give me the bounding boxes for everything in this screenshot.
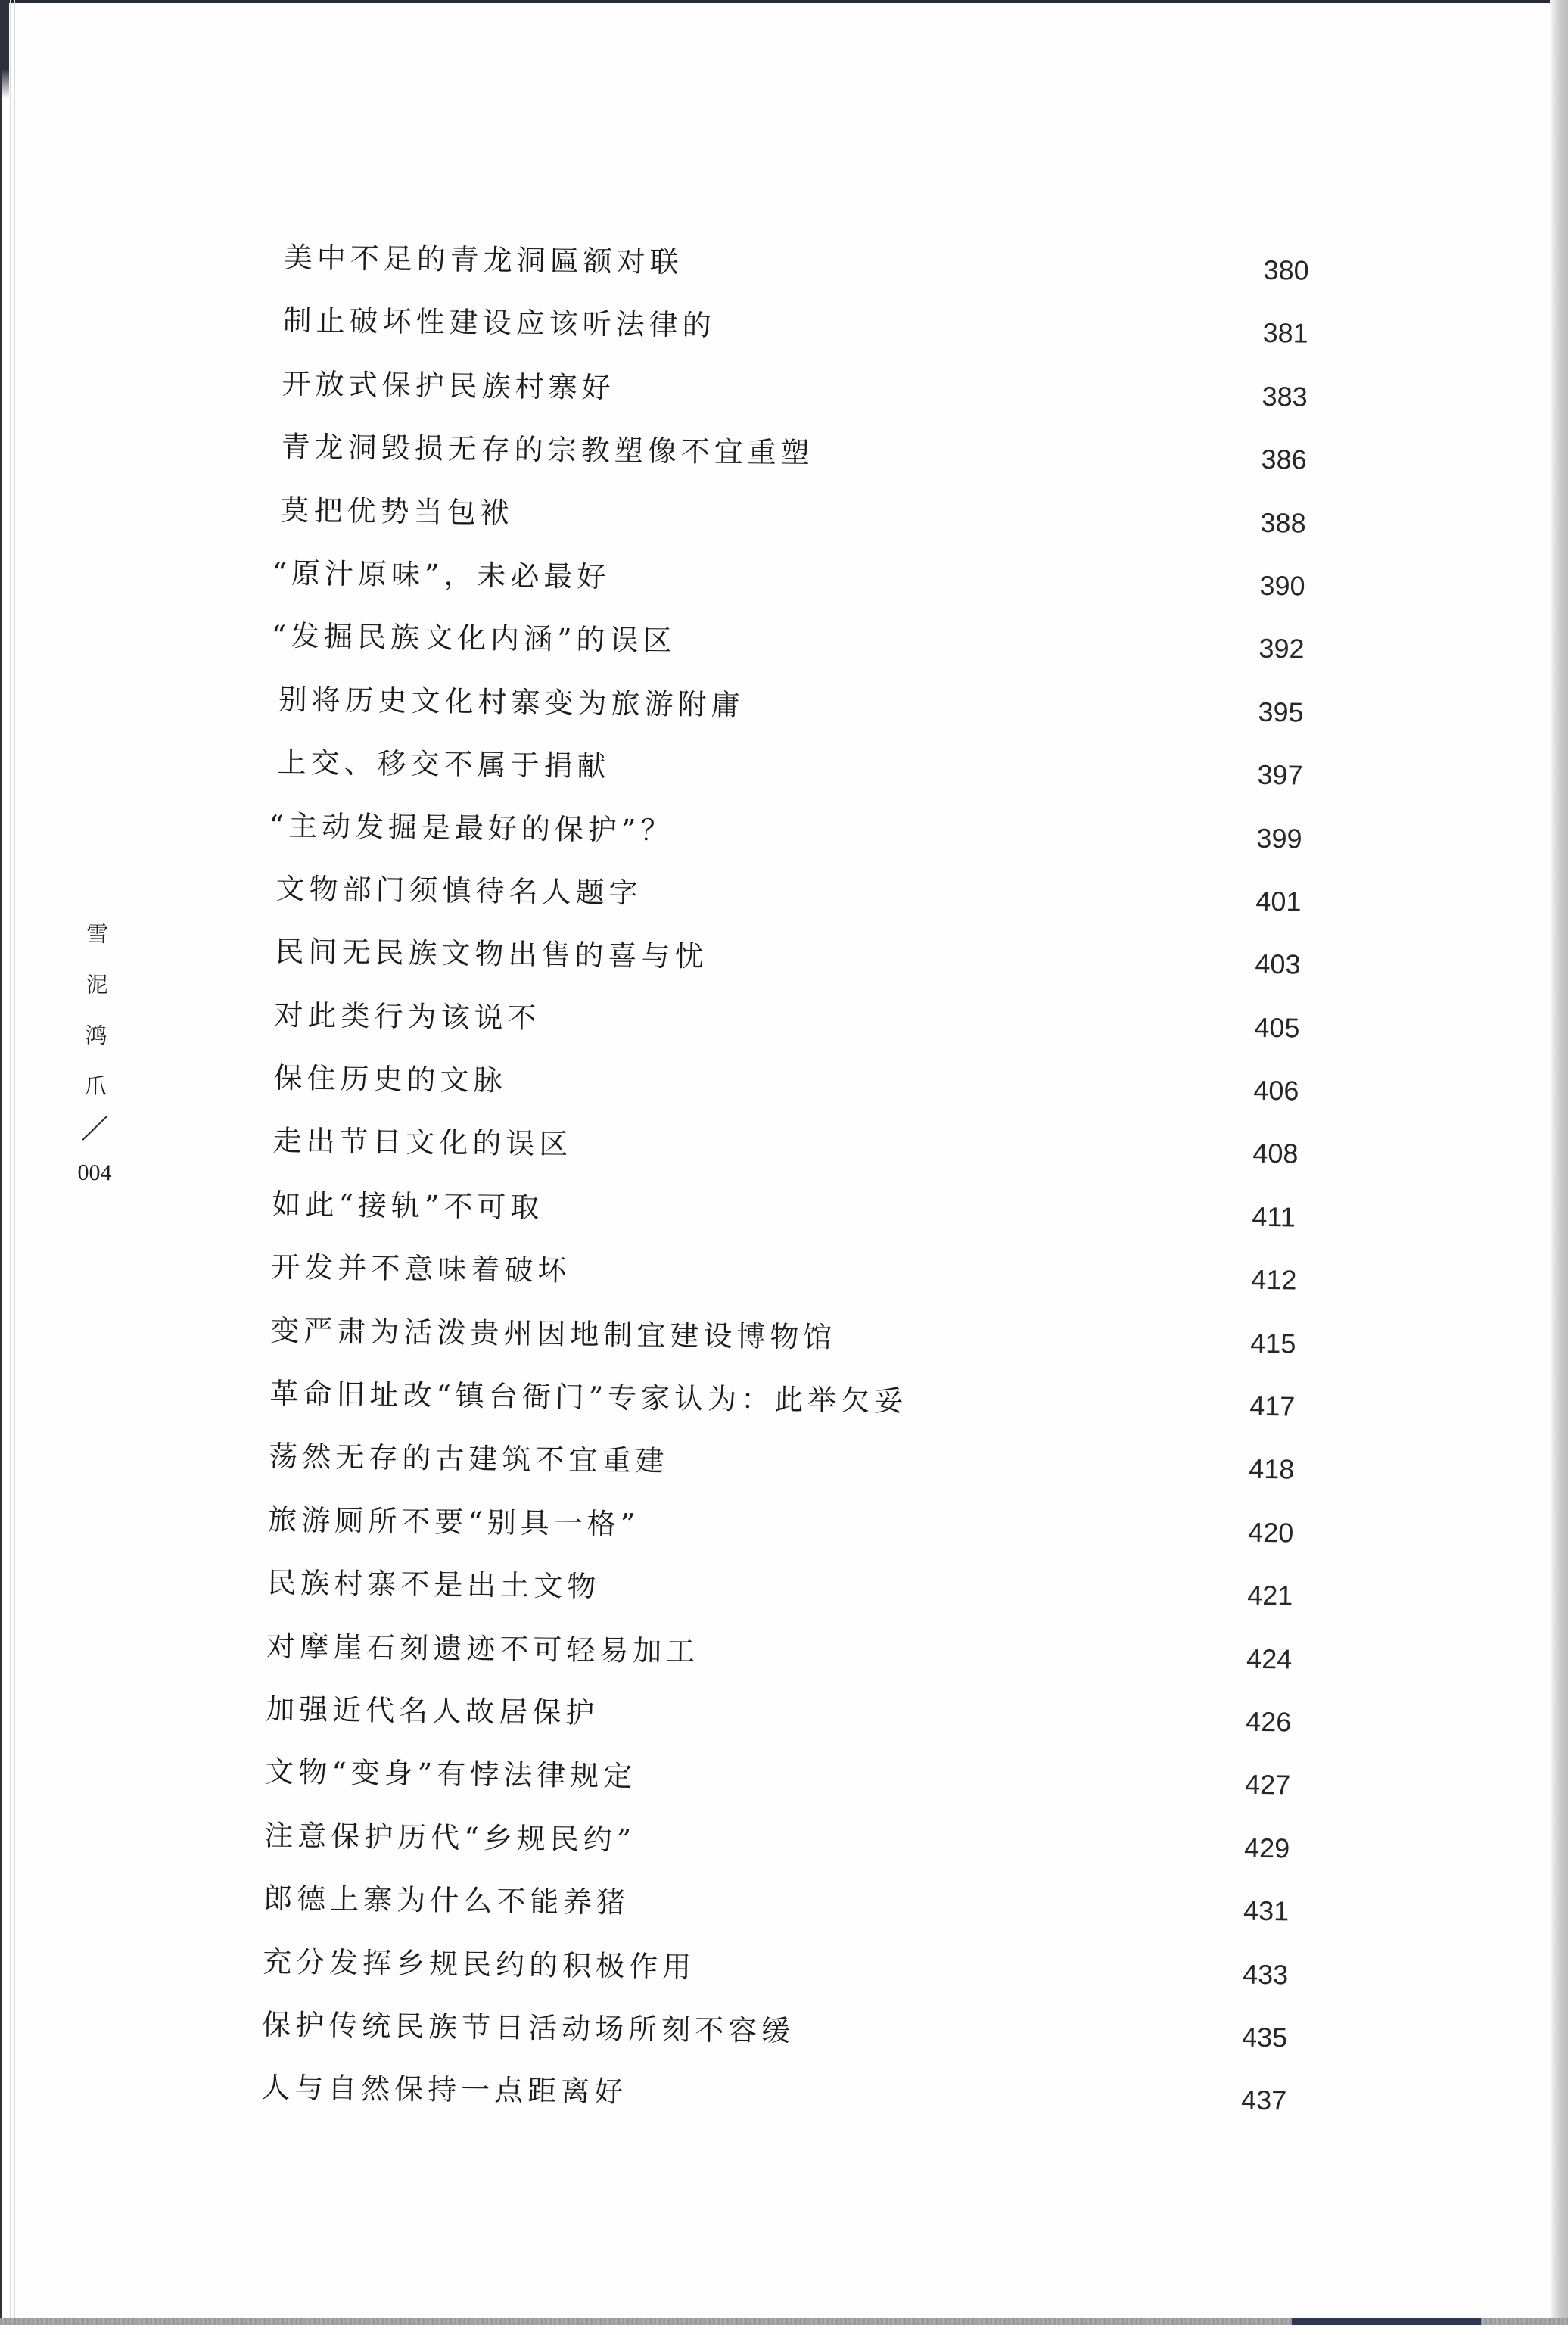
toc-entry-page: 395 [1258,696,1304,728]
toc-entry-title: 莫把优势当包袱 [280,493,514,530]
toc-entry-title: 制止破坏性建设应该听法律的 [282,304,716,343]
toc-entry-title: 人与自然保持一点距离好 [260,2071,628,2109]
toc-entry-page: 417 [1249,1390,1296,1422]
toc-entry-page: 411 [1252,1200,1296,1233]
scan-border-left-corner [0,0,9,98]
table-of-contents [0,223,1568,2136]
toc-entry-title: 如此“接轨”不可取 [272,1187,544,1225]
toc-entry-page: 437 [1240,2084,1287,2116]
toc-entry-title: 走出节日文化的误区 [272,1124,573,1162]
toc-entry-title: 变严肃为活泼贵州因地制宜建设博物馆 [270,1313,837,1354]
toc-entry-page: 426 [1245,1705,1292,1738]
toc-entry-title: 文物“变身”有悖法律规定 [265,1755,637,1794]
toc-entry-title: 旅游厕所不要“别具一格” [268,1502,640,1541]
toc-entry-title: 文物部门须慎待名人题字 [275,871,642,910]
toc-entry-page: 403 [1255,948,1301,980]
toc-entry-page: 390 [1259,569,1305,602]
toc-entry-title: 加强近代名人故居保护 [266,1692,599,1730]
toc-entry-title: 郎德上寨为什么不能养猪 [263,1882,630,1919]
toc-entry-page: 421 [1246,1579,1293,1611]
toc-entry-title: 青龙洞毁损无存的宗教塑像不宜重塑 [281,430,814,470]
toc-entry-title: 上交、移交不属于捐献 [277,746,611,783]
toc-entry-page: 424 [1246,1642,1293,1675]
toc-entry-title: 民间无民族文物出售的喜与忧 [275,935,708,974]
toc-entry-title: 开发并不意味着破坏 [271,1250,571,1288]
toc-entry-page: 427 [1244,1769,1291,1801]
toc-entry-page: 408 [1252,1138,1299,1169]
toc-entry-title: 对摩崖石刻遗迹不可轻易加工 [266,1629,700,1668]
toc-entry-title: 荡然无存的古建筑不宜重建 [269,1440,669,1478]
toc-entry-page: 431 [1243,1894,1290,1927]
folio-page-number: 004 [77,1160,112,1186]
toc-entry-page: 399 [1256,822,1302,855]
toc-entry-page: 383 [1262,380,1308,413]
toc-entry-page: 380 [1263,254,1309,286]
toc-entry-page: 386 [1261,444,1307,475]
toc-entry-title: 革命旧址改“镇台衙门”专家认为：此举欠妥 [269,1376,908,1418]
toc-entry-title: 保护传统民族节日活动场所刻不容缓 [261,2007,795,2048]
toc-entry-page: 388 [1260,506,1306,539]
toc-entry-title: “原汁原味”，未必最好 [272,556,611,594]
toc-entry-title: 美中不足的青龙洞匾额对联 [283,241,683,279]
toc-entry-title: 注意保护历代“乡规民约” [263,1818,636,1857]
toc-entry-title: 别将历史文化村寨变为旅游附庸 [278,682,745,722]
toc-entry-page: 392 [1258,633,1305,665]
toc-entry-page: 433 [1242,1958,1289,1990]
toc-entry-title: 对此类行为该说不 [274,998,541,1035]
toc-entry-page: 435 [1241,2021,1288,2053]
toc-entry-title: “主动发掘是最好的保护”？ [269,808,674,847]
toc-entry-page: 401 [1255,885,1302,917]
running-title-char: 雪 [86,920,109,948]
toc-entry-page: 381 [1262,317,1308,349]
toc-entry-page: 420 [1248,1516,1294,1549]
toc-entry-page: 397 [1257,758,1303,791]
toc-entry-page: 412 [1251,1263,1297,1296]
running-title-char: 爪 [84,1073,107,1100]
toc-entry-page: 406 [1253,1074,1299,1107]
running-title-char: 泥 [86,971,108,998]
toc-entry-page: 418 [1249,1453,1295,1485]
toc-entry-title: 充分发挥乡规民约的积极作用 [262,1944,696,1984]
toc-entry-page: 429 [1243,1832,1290,1864]
toc-entry-title: 保住历史的文脉 [273,1061,507,1097]
toc-entry-title: “发掘民族文化内涵”的误区 [271,619,677,658]
toc-entry-page: 405 [1254,1011,1300,1044]
running-title-char: 鸿 [85,1022,107,1049]
toc-entry-title: 民族村寨不是出土文物 [267,1566,601,1604]
toc-entry-page: 415 [1250,1327,1296,1359]
toc-entry-title: 开放式保护民族村寨好 [282,366,615,405]
